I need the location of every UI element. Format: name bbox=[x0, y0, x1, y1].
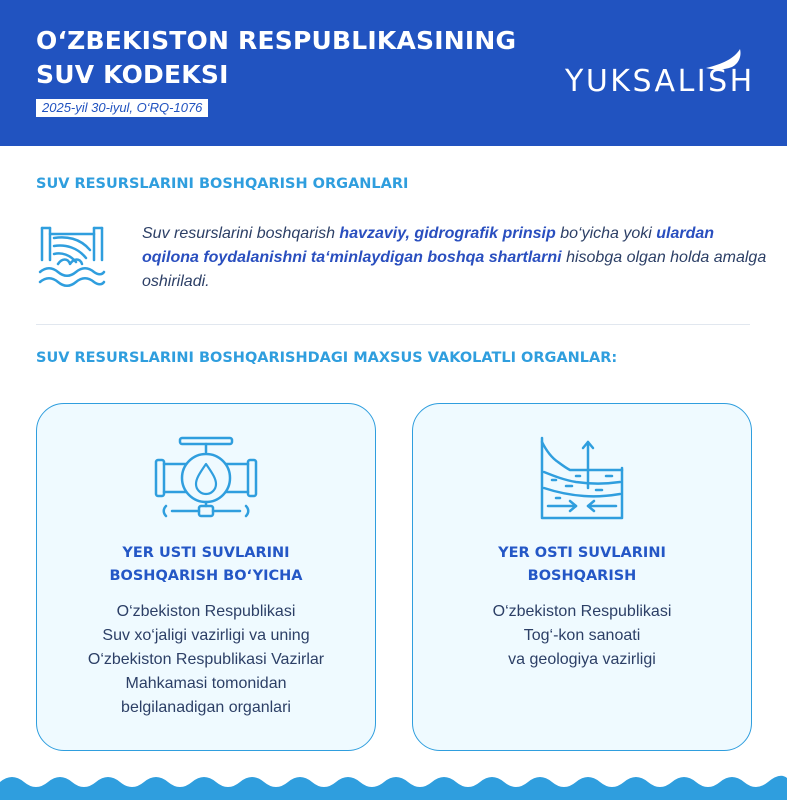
card-description-surface-water bbox=[37, 600, 375, 720]
card-title-line: YER OSTI SUVLARINI bbox=[498, 545, 666, 561]
card-desc-line: va geologiya vazirligi bbox=[508, 651, 656, 668]
card-desc-line: O‘zbekiston Respublikasi Vazirlar bbox=[87, 651, 325, 668]
pipe-valve-icon bbox=[150, 432, 262, 522]
intro-emphasis-1: havzaviy, gidrografik prinsip bbox=[339, 225, 556, 242]
title-line-2: SUV KODEKSI bbox=[36, 60, 229, 89]
card-desc-line: Tog‘-kon sanoati bbox=[523, 627, 641, 644]
card-description-ground-water bbox=[413, 600, 751, 672]
section-divider bbox=[36, 324, 750, 325]
intro-text-3: hisobga olgan holda amalga oshiriladi. bbox=[142, 249, 767, 290]
date-badge: 2025-yil 30-iyul, O‘RQ-1076 bbox=[36, 99, 208, 117]
groundwater-icon bbox=[536, 432, 628, 524]
card-desc-line: O‘zbekiston Respublikasi bbox=[492, 603, 672, 620]
card-title-line: YER USTI SUVLARINI bbox=[122, 545, 290, 561]
section-title-management-bodies: SUV RESURSLARINI BOSHQARISH ORGANLARI bbox=[36, 176, 409, 192]
card-desc-line: belgilanadigan organlari bbox=[121, 699, 291, 716]
intro-text-1: Suv resurslarini boshqarish bbox=[142, 225, 340, 242]
brand-logo bbox=[556, 44, 756, 104]
section-title-authorized-bodies: SUV RESURSLARINI BOSHQARISHDAGI MAXSUS VAKOLATLI ORGANLAR: bbox=[36, 350, 618, 366]
card-title-ground-water bbox=[413, 542, 751, 588]
brand-name: YUKSALISH bbox=[565, 64, 755, 99]
title-line-1: O‘ZBEKISTON RESPUBLIKASINING bbox=[36, 26, 517, 55]
card-desc-line: O‘zbekiston Respublikasi bbox=[116, 603, 296, 620]
wave-footer-decoration bbox=[0, 772, 787, 800]
card-title-line: BOSHQARISH BO‘YICHA bbox=[109, 568, 303, 584]
dam-waterfall-icon bbox=[36, 222, 106, 288]
card-desc-line: Mahkamasi tomonidan bbox=[125, 675, 287, 692]
card-title-line: BOSHQARISH bbox=[527, 568, 637, 584]
intro-paragraph bbox=[142, 222, 772, 294]
header-banner bbox=[0, 0, 787, 146]
card-desc-line: Suv xo‘jaligi vazirligi va uning bbox=[102, 627, 310, 644]
intro-text-2: bo‘yicha yoki bbox=[555, 225, 657, 242]
card-surface-water bbox=[36, 403, 376, 751]
intro-emphasis-2: ulardan oqilona foydalanishni ta‘minlaydigan boshqa shartlarni bbox=[142, 225, 715, 266]
page-title bbox=[36, 24, 516, 92]
card-title-surface-water bbox=[37, 542, 375, 588]
card-ground-water bbox=[412, 403, 752, 751]
